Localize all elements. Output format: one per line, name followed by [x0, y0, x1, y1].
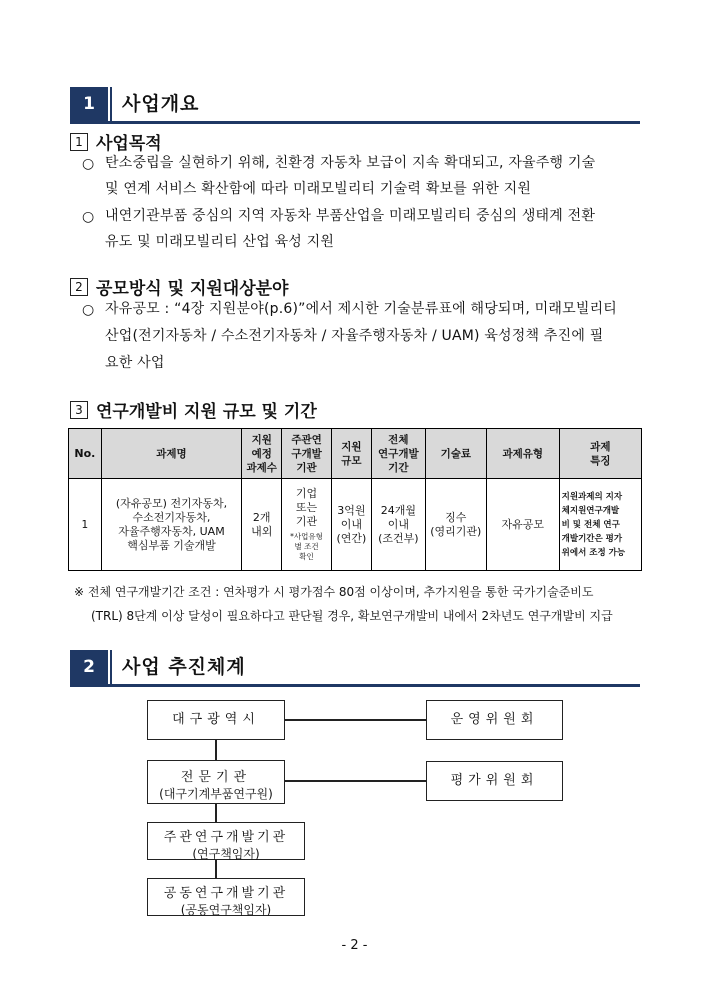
- section-2-header: [70, 650, 640, 684]
- org-lead-sub: (연구책임자): [192, 847, 260, 861]
- table-row: [69, 479, 642, 571]
- bullet-circle: ○: [82, 209, 95, 225]
- col-lead-org: 주관연 구개발 기관: [282, 429, 332, 479]
- org-eval-label: 평가위원회: [450, 773, 539, 788]
- method-line-3: 요한 사업: [105, 355, 165, 371]
- org-city-label: 대구광역시: [172, 712, 260, 727]
- cell-lead-org-main: 기업 또는 기관: [295, 487, 318, 528]
- cell-scale: 3억원 이내 (연간): [331, 479, 371, 571]
- cell-count: 2개 내외: [242, 479, 282, 571]
- cell-no: 1: [69, 479, 102, 571]
- org-box-agency: [147, 760, 285, 804]
- purpose-bullet-2-line-1: 내연기관부품 중심의 지역 자동차 부품산업을 미래모빌리티 중심의 생태계 전환: [105, 208, 596, 224]
- budget-table: [68, 428, 642, 571]
- purpose-bullet-2-line-2: 유도 및 미래모빌리티 산업 육성 지원: [105, 234, 335, 250]
- org-connector-eval: [284, 780, 426, 782]
- section-2-underline: [70, 684, 640, 687]
- col-project-name: 과제명: [101, 429, 242, 479]
- cell-type: 자유공모: [486, 479, 559, 571]
- subheading-number-box: 1: [70, 133, 88, 151]
- org-agency-label: 전문기관: [180, 770, 252, 785]
- col-scale: 지원 규모: [331, 429, 371, 479]
- org-box-eval-committee: [426, 761, 563, 801]
- col-type: 과제유형: [486, 429, 559, 479]
- cell-period: 24개월 이내 (조건부): [372, 479, 426, 571]
- bullet-circle: ○: [82, 156, 95, 172]
- section-1-header: [70, 87, 640, 121]
- col-feature: 과제 특징: [559, 429, 641, 479]
- section-1-number: 1: [70, 87, 108, 121]
- org-joint-label: 공동연구개발기관: [163, 886, 289, 901]
- org-joint-sub: (공동연구책임자): [180, 903, 272, 917]
- cell-royalty: 징수 (영리기관): [425, 479, 486, 571]
- org-box-joint: [147, 878, 305, 916]
- subheading-number-box: 3: [70, 401, 88, 419]
- method-line-2: 산업(전기자동차 / 수소전기자동차 / 자율주행자동차 / UAM) 육성정책 추진에 필: [105, 328, 604, 344]
- purpose-bullet-1-line-2: 및 연계 서비스 확산함에 따라 미래모빌리티 기술력 확보를 위한 지원: [105, 181, 532, 197]
- section-1-underline: [70, 121, 640, 124]
- col-no: No.: [69, 429, 102, 479]
- col-count: 지원 예정 과제수: [242, 429, 282, 479]
- note-line-1: ※ 전체 연구개발기간 조건 : 연차평가 시 평가점수 80점 이상이며, 추가지원을 통한 국가기술준비도: [74, 585, 594, 599]
- org-agency-sub: (대구기계부품연구원): [159, 787, 273, 801]
- org-box-ops-committee: [426, 700, 563, 740]
- cell-lead-org: [282, 479, 332, 571]
- subheading-method: [70, 274, 289, 299]
- col-royalty: 기술료: [425, 429, 486, 479]
- org-box-lead: [147, 822, 305, 860]
- cell-project-name: (자유공모) 전기자동차, 수소전기자동차, 자율주행자동차, UAM 핵심부품 기술개발: [101, 479, 242, 571]
- table-header-row: [69, 429, 642, 479]
- subheading-title: 공모방식 및 지원대상분야: [96, 279, 289, 299]
- section-1-title: 사업개요: [122, 93, 200, 115]
- org-ops-label: 운영위원회: [450, 712, 539, 727]
- section-2-number: 2: [70, 650, 108, 684]
- org-lead-label: 주관연구개발기관: [163, 830, 289, 845]
- section-2-divider: [110, 650, 112, 684]
- col-period: 전체 연구개발 기간: [372, 429, 426, 479]
- page-number: - 2 -: [341, 938, 368, 953]
- subheading-title: 사업목적: [96, 134, 162, 154]
- subheading-title: 연구개발비 지원 규모 및 기간: [96, 402, 317, 422]
- cell-lead-org-note: *사업유형 별 조건 확인: [290, 532, 323, 561]
- bullet-circle: ○: [82, 302, 95, 318]
- subheading-number-box: 2: [70, 278, 88, 296]
- section-1-divider: [110, 87, 112, 121]
- org-box-city: [147, 700, 285, 740]
- purpose-bullet-1-line-1: 탄소중립을 실현하기 위해, 친환경 자동차 보급이 지속 확대되고, 자율주행 기술: [105, 155, 596, 171]
- note-line-2: (TRL) 8단계 이상 달성이 필요하다고 판단될 경우, 확보연구개발비 내에서 2차년도 연구개발비 지급: [91, 609, 613, 623]
- cell-feature: 지원과제의 지자 체지원연구개발 비 및 전체 연구 개발기간은 평가 위에서 조정 가능: [559, 479, 641, 571]
- section-2-title: 사업 추진체계: [122, 656, 246, 678]
- method-line-1: 자유공모 : “4장 지원분야(p.6)”에서 제시한 기술분류표에 해당되며, 미래모빌리티: [105, 301, 618, 317]
- subheading-budget: [70, 397, 317, 422]
- subheading-purpose: [70, 129, 162, 154]
- org-connector-ops: [284, 719, 426, 721]
